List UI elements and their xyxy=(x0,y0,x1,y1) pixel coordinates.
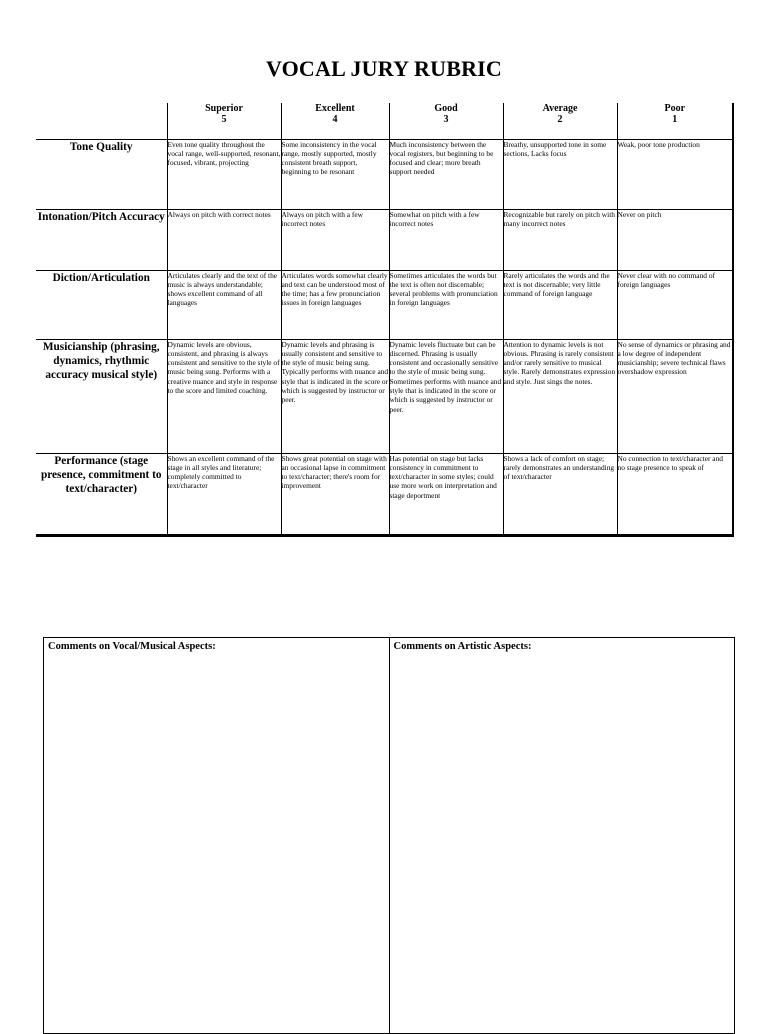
rubric-cell: Never on pitch xyxy=(617,209,733,270)
rubric-cell: Shows an excellent command of the stage in all styles and literature; completely committed to text/character xyxy=(167,453,281,535)
level-header-good: Good 3 xyxy=(389,103,503,139)
rubric-cell: No connection to text/character and no stage presence to speak of xyxy=(617,453,733,535)
criterion-label: Musicianship (phrasing, dynamics, rhythmic accuracy musical style) xyxy=(36,339,167,453)
rubric-cell: Never clear with no command of foreign languages xyxy=(617,270,733,339)
rubric-cell: Somewhat on pitch with a few incorrect notes xyxy=(389,209,503,270)
rubric-cell: Articulates clearly and the text of the music is always understandable; shows excellent command of all languages xyxy=(167,270,281,339)
criterion-row-performance xyxy=(36,453,733,535)
vocal-comments-label: Comments on Vocal/Musical Aspects: xyxy=(48,641,216,652)
level-header-excellent: Excellent 4 xyxy=(281,103,389,139)
header-empty-cell xyxy=(36,103,167,139)
level-header-superior: Superior 5 xyxy=(167,103,281,139)
rubric-cell: Articulates words somewhat clearly and text can be understood most of the time; has a few pronunciation issues in foreign languages xyxy=(281,270,389,339)
criterion-row-diction xyxy=(36,270,733,339)
criterion-row-musicianship xyxy=(36,339,733,453)
level-header-average: Average 2 xyxy=(503,103,617,139)
level-header-poor: Poor 1 xyxy=(617,103,733,139)
rubric-cell: Much inconsistency between the vocal registers, but beginning to be focused and clear; more breath support needed xyxy=(389,139,503,209)
rubric-cell: Always on pitch with a few incorrect notes xyxy=(281,209,389,270)
comments-section xyxy=(43,637,735,1034)
criterion-label: Tone Quality xyxy=(36,139,167,209)
criterion-label: Intonation/Pitch Accuracy xyxy=(36,209,167,270)
artistic-comments-box[interactable] xyxy=(389,638,735,1033)
artistic-comments-label: Comments on Artistic Aspects: xyxy=(393,641,532,652)
criterion-row-intonation xyxy=(36,209,733,270)
rubric-cell: Even tone quality throughout the vocal range, well-supported, resonant, focused, vibrant, projecting xyxy=(167,139,281,209)
rubric-cell: Recognizable but rarely on pitch with many incorrect notes xyxy=(503,209,617,270)
rubric-cell: Has potential on stage but lacks consistency in commitment to text/character in some styles; could use more work on interpretation and stage deportment xyxy=(389,453,503,535)
criterion-label: Diction/Articulation xyxy=(36,270,167,339)
rubric-cell: Sometimes articulates the words but the text is often not discernable; several problems with pronunciation in foreign languages xyxy=(389,270,503,339)
rubric-cell: Rarely articulates the words and the text is not discernable; very little command of foreign language xyxy=(503,270,617,339)
rubric-cell: Some inconsistency in the vocal range, mostly supported, mostly consistent breath support, beginning to be resonant xyxy=(281,139,389,209)
rubric-table xyxy=(36,103,734,537)
criterion-row-tone-quality xyxy=(36,139,733,209)
rubric-cell: Shows great potential on stage with an occasional lapse in commitment to text/character; there's room for improvement xyxy=(281,453,389,535)
rubric-cell: Weak, poor tone production xyxy=(617,139,733,209)
page-title: VOCAL JURY RUBRIC xyxy=(265,56,503,81)
rubric-cell: Attention to dynamic levels is not obvious. Phrasing is rarely consistent and/or rarely sensitive to musical style. Rarely demonstrates expression and style. Just sings the notes. xyxy=(503,339,617,453)
criterion-label: Performance (stage presence, commitment to text/character) xyxy=(36,453,167,535)
rubric-cell: Breathy, unsupported tone in some sections, Lacks focus xyxy=(503,139,617,209)
rubric-cell: Always on pitch with correct notes xyxy=(167,209,281,270)
rubric-header-row xyxy=(36,103,733,139)
rubric-cell: Dynamic levels are obvious, consistent, and phrasing is always consistent and sensitive to the style of music being sung. Performs with a creative nuance and style in response to the score and limited coaching. xyxy=(167,339,281,453)
rubric-cell: Shows a lack of comfort on stage; rarely demonstrates an understanding of text/character xyxy=(503,453,617,535)
rubric-cell: No sense of dynamics or phrasing and a low degree of independent musicianship; severe technical flaws overshadow expression xyxy=(617,339,733,453)
vocal-comments-box[interactable] xyxy=(44,638,389,1033)
rubric-cell: Dynamic levels and phrasing is usually consistent and sensitive to the style of music being sung. Typically performs with nuance and style that is indicated in the score or which is suggested by instructor or peer. xyxy=(281,339,389,453)
rubric-cell: Dynamic levels fluctuate but can be discerned. Phrasing is usually consistent and occasionally sensitive to the style of music being sung. Sometimes performs with nuance and style that is indicated in the score or which is suggested by instructor or peer. xyxy=(389,339,503,453)
